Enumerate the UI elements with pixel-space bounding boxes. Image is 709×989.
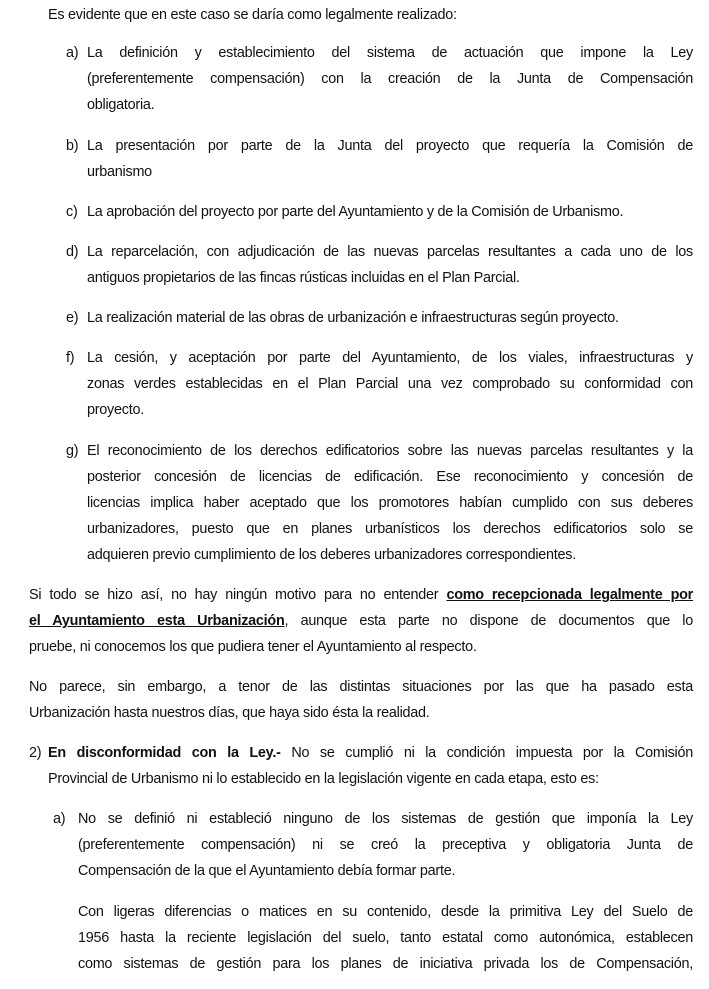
list-text-line: urbanismo xyxy=(87,164,152,180)
intro-text: Es evidente que en este caso se daría como legalmente realizado: xyxy=(48,7,457,23)
list-marker: d) xyxy=(66,244,79,260)
paragraph-text: Si todo se hizo así, no hay ningún motivo para no entender xyxy=(29,587,447,603)
paragraph-line: Provincial de Urbanismo ni lo establecido en la legislación vigente en cada etapa, esto es: xyxy=(48,771,599,787)
paragraph-line: Urbanización hasta nuestros días, que haya sido ésta la realidad. xyxy=(29,705,430,721)
list-text-line: posterior concesión de licencias de edificación. Ese reconocimiento y concesión de xyxy=(87,469,693,485)
section-heading: En disconformidad con la Ley.- xyxy=(48,745,281,761)
list-text-line: (preferentemente compensación) ni se creó la preceptiva y obligatoria Junta de xyxy=(78,837,693,853)
list-text-line: La cesión, y aceptación por parte del Ayuntamiento, de los viales, infraestructuras y xyxy=(87,350,693,366)
paragraph-line: como sistemas de gestión para los planes de iniciativa privada los de Compensación, xyxy=(78,956,693,972)
paragraph-line: pruebe, ni conocemos los que pudiera tener el Ayuntamiento al respecto. xyxy=(29,639,477,655)
list-text-line: Compensación de la que el Ayuntamiento debía formar parte. xyxy=(78,863,456,879)
list-marker: g) xyxy=(66,443,79,459)
list-text-line: La aprobación del proyecto por parte del Ayuntamiento y de la Comisión de Urbanismo. xyxy=(87,204,624,220)
list-marker: b) xyxy=(66,138,79,154)
list-text-line: proyecto. xyxy=(87,402,144,418)
list-text-line: (preferentemente compensación) con la creación de la Junta de Compensación xyxy=(87,71,693,87)
list-marker: 2) xyxy=(29,745,42,761)
list-text-line: antiguos propietarios de las fincas rústicas incluidas en el Plan Parcial. xyxy=(87,270,520,286)
list-text-line: zonas verdes establecidas en el Plan Parcial una vez comprobado su conformidad con xyxy=(87,376,693,392)
paragraph-line: 1956 hasta la reciente legislación del suelo, tanto estatal como autonómica, establecen xyxy=(78,930,693,946)
paragraph-text: No se cumplió ni la condición impuesta por la Comisión xyxy=(280,745,693,761)
list-text-line: La reparcelación, con adjudicación de las nuevas parcelas resultantes a cada uno de los xyxy=(87,244,693,260)
list-text-line: No se definió ni estableció ninguno de los sistemas de gestión que imponía la Ley xyxy=(78,811,693,827)
list-text-line: La presentación por parte de la Junta del proyecto que requería la Comisión de xyxy=(87,138,693,154)
list-text-line: licencias implica haber aceptado que los promotores habían cumplido con sus deberes xyxy=(87,495,693,511)
emphasis-text: el Ayuntamiento esta Urbanización xyxy=(29,613,285,629)
paragraph-line xyxy=(48,744,693,762)
list-text-line: urbanizadores, puesto que en planes urbanísticos los derechos edificatorios solo se xyxy=(87,521,693,537)
emphasis-text: como recepcionada legalmente por xyxy=(446,587,693,603)
list-marker: f) xyxy=(66,350,75,366)
list-marker: e) xyxy=(66,310,79,326)
paragraph-line: Con ligeras diferencias o matices en su contenido, desde la primitiva Ley del Suelo de xyxy=(78,904,693,920)
list-marker: a) xyxy=(66,45,79,61)
list-text-line: adquieren previo cumplimiento de los deberes urbanizadores correspondientes. xyxy=(87,547,576,563)
paragraph-line xyxy=(29,612,693,630)
paragraph-line: No parece, sin embargo, a tenor de las distintas situaciones por las que ha pasado esta xyxy=(29,679,693,695)
list-marker: c) xyxy=(66,204,78,220)
list-text-line: El reconocimiento de los derechos edificatorios sobre las nuevas parcelas resultantes y la xyxy=(87,443,693,459)
list-text-line: La realización material de las obras de urbanización e infraestructuras según proyecto. xyxy=(87,310,619,326)
list-marker: a) xyxy=(53,811,66,827)
paragraph-line xyxy=(29,586,693,604)
list-text-line: obligatoria. xyxy=(87,97,155,113)
paragraph-text: , aunque esta parte no dispone de documentos que lo xyxy=(284,613,693,629)
list-text-line: La definición y establecimiento del sistema de actuación que impone la Ley xyxy=(87,45,693,61)
